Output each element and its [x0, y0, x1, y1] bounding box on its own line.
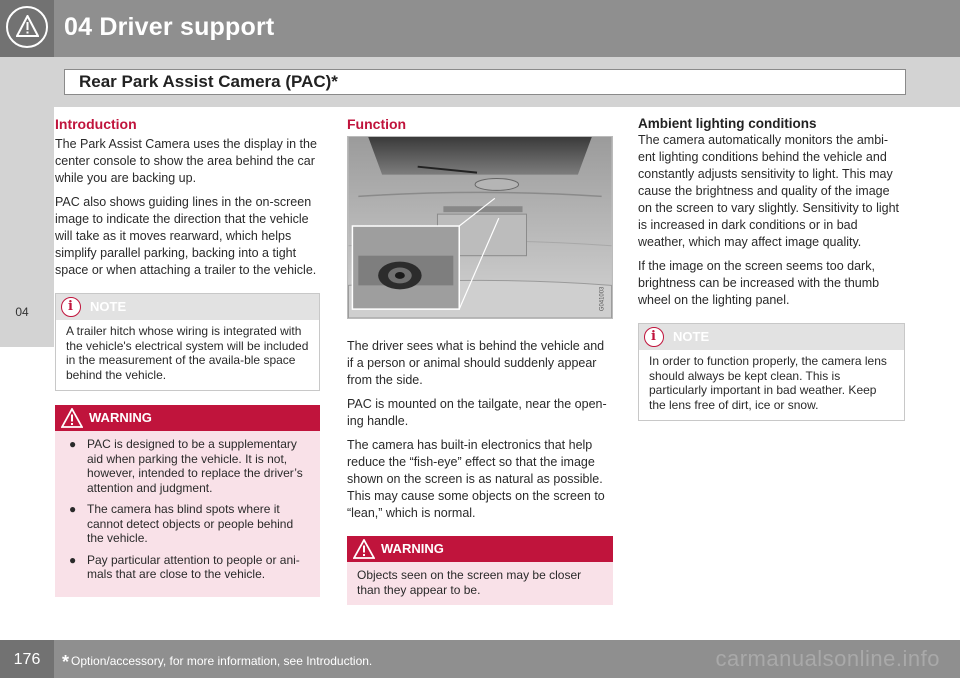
bullet-icon: ●: [69, 437, 77, 451]
tailgate-camera-illustration: [347, 136, 613, 319]
ambient-heading: Ambient lighting conditions: [638, 116, 817, 131]
function-heading: Function: [347, 116, 407, 132]
section-title: Rear Park Assist Camera (PAC)*: [79, 72, 338, 91]
note-label: NOTE: [90, 299, 127, 314]
warning-box: [347, 536, 613, 605]
warning-header: [55, 405, 320, 431]
column-introduction: [55, 116, 320, 597]
note-text: In order to function properly, the camera lens should always be kept clean. This is particularly important in bad weather. Keep the lens free of dirt, ice or snow.: [649, 354, 887, 412]
page-number-tab: [0, 640, 54, 678]
warning-list-item: ● Pay particular attention to people or ani-mals that are close to the vehicle.: [69, 552, 300, 581]
warning-triangle-icon: [353, 539, 375, 559]
column-function: [347, 116, 613, 605]
note-header: [639, 324, 904, 350]
warning-text: Objects seen on the screen may be closer than they appear to be.: [357, 568, 582, 597]
footnote-star: *: [62, 652, 70, 672]
page-number: 176: [13, 651, 41, 668]
note-header: [56, 294, 319, 320]
warning-label: WARNING: [89, 410, 152, 425]
warning-body: [55, 431, 320, 597]
note-label: NOTE: [673, 329, 710, 344]
section-title-box: [64, 69, 906, 95]
side-tab-column: [0, 57, 54, 347]
note-box: [55, 293, 320, 391]
header-icon-tab: [0, 0, 54, 57]
introduction-paragraph: PAC also shows guiding lines in the on-screen image to indicate the direction that the vehicle will take as it moves rearward, which helps simplify parallel parking, backing into a tight space or when attaching a trailer to the vehicle.: [55, 195, 317, 277]
section-bar: [54, 57, 960, 107]
note-text: A trailer hitch whose wiring is integrated with the vehicle's electrical system will be included in the measurement of the availa-ble space behind the vehicle.: [66, 324, 309, 382]
function-paragraph: The driver sees what is behind the vehicle and if a person or animal should suddenly appear from the side.: [347, 339, 605, 387]
warning-triangle-icon: [61, 408, 83, 428]
footnote-text: Option/accessory, for more information, see Introduction.: [71, 654, 373, 668]
introduction-paragraph: The Park Assist Camera uses the display in the center console to show the area behind the car while you are backing up.: [55, 137, 317, 185]
column-ambient-lighting: [638, 116, 905, 421]
chapter-header: [0, 0, 960, 57]
warning-label: WARNING: [381, 541, 444, 556]
introduction-heading: Introduction: [55, 116, 137, 132]
function-paragraph: PAC is mounted on the tailgate, near the open-ing handle.: [347, 397, 607, 428]
warning-symbol-icon: [6, 6, 48, 48]
bullet-icon: ●: [69, 552, 77, 567]
warning-list-item: ● The camera has blind spots where it cannot detect objects or people behind the vehicle.: [69, 502, 294, 545]
page-footer: [0, 640, 960, 678]
warning-header: [347, 536, 613, 562]
illustration-code: G041003: [599, 286, 606, 312]
function-paragraph: The camera has built-in electronics that help reduce the “fish-eye” effect so that the image shown on the screen is as natural as possible. This may cause some objects on the screen to “lean,” which is normal.: [347, 438, 605, 520]
side-tab-chapter-number: 04: [15, 305, 29, 319]
warning-list: [65, 437, 310, 582]
note-box: [638, 323, 905, 421]
footnote: [62, 652, 372, 673]
ambient-paragraph: If the image on the screen seems too dark, brightness can be increased with the thumb wheel on the lighting panel.: [638, 259, 880, 307]
ambient-paragraph: The camera automatically monitors the ambi-ent lighting conditions behind the vehicle and constantly adjusts sensitivity to light. This may cause the brightness and quality of the image on the screen to vary slightly. Sensitivity to light is increased in dark conditions or in bad weather, which may affect image quality.: [638, 133, 899, 249]
info-icon: i: [61, 297, 81, 317]
watermark: carmanualsonline.info: [715, 646, 940, 671]
warning-box: [55, 405, 320, 597]
chapter-title: 04 Driver support: [64, 13, 275, 41]
warning-list-item: ● PAC is designed to be a supplementary aid when parking the vehicle. It is not, however, intended to replace the driver’s attention and judgment.: [69, 437, 303, 495]
info-icon: i: [644, 327, 664, 347]
bullet-icon: ●: [69, 502, 77, 516]
